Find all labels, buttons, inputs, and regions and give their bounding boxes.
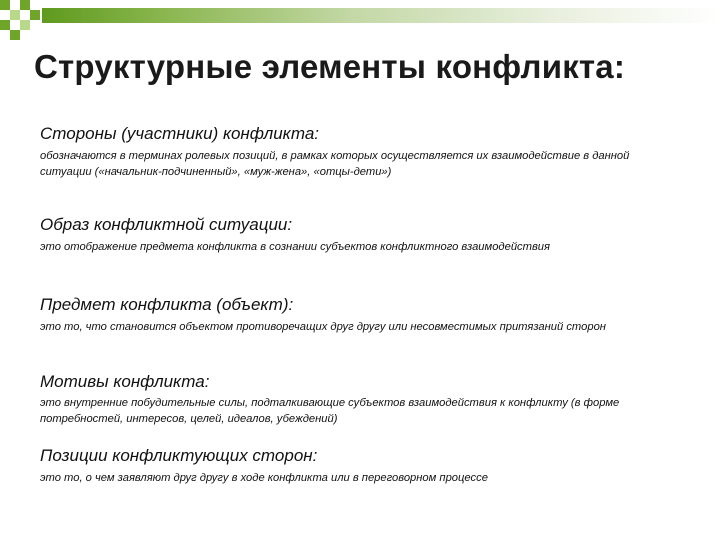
item-heading-parties: Стороны (участники) конфликта: <box>40 124 320 143</box>
item-heading-positions: Позиции конфликтующих сторон: <box>40 446 318 465</box>
decor-square <box>20 0 30 10</box>
item-description-parties: обозначаются в терминах ролевых позиций, в рамках которых осуществляется их взаимодействие в данной ситуации («начальник-подчиненный», «муж-жена», «отцы-дети») <box>40 150 630 178</box>
item-heading-subject: Предмет конфликта (объект): <box>40 295 294 314</box>
item-description-motives: это внутренние побудительные силы, подталкивающие субъектов взаимодействия к конфликту (в форме потребностей, интересов, целей, идеалов, убеждений) <box>40 397 620 425</box>
item-heading-motives: Мотивы конфликта: <box>40 372 210 391</box>
decor-square <box>10 30 20 40</box>
decor-square <box>10 10 20 20</box>
decor-square <box>20 20 30 30</box>
item-description-image: это отображение предмета конфликта в сознании субъектов конфликтного взаимодействия <box>40 241 550 253</box>
item-description-subject: это то, что становится объектом противоречащих друг другу или несовместимых притязаний сторон <box>40 321 606 333</box>
item-description-positions: это то, о чем заявляют друг другу в ходе конфликта или в переговорном процессе <box>40 472 488 484</box>
decor-square <box>30 10 40 20</box>
item-heading-image: Образ конфликтной ситуации: <box>40 215 293 234</box>
decor-square <box>0 0 10 10</box>
slide-title: Структурные элементы конфликта: <box>34 48 626 85</box>
decor-square <box>0 20 10 30</box>
header-gradient-bar <box>42 8 720 23</box>
